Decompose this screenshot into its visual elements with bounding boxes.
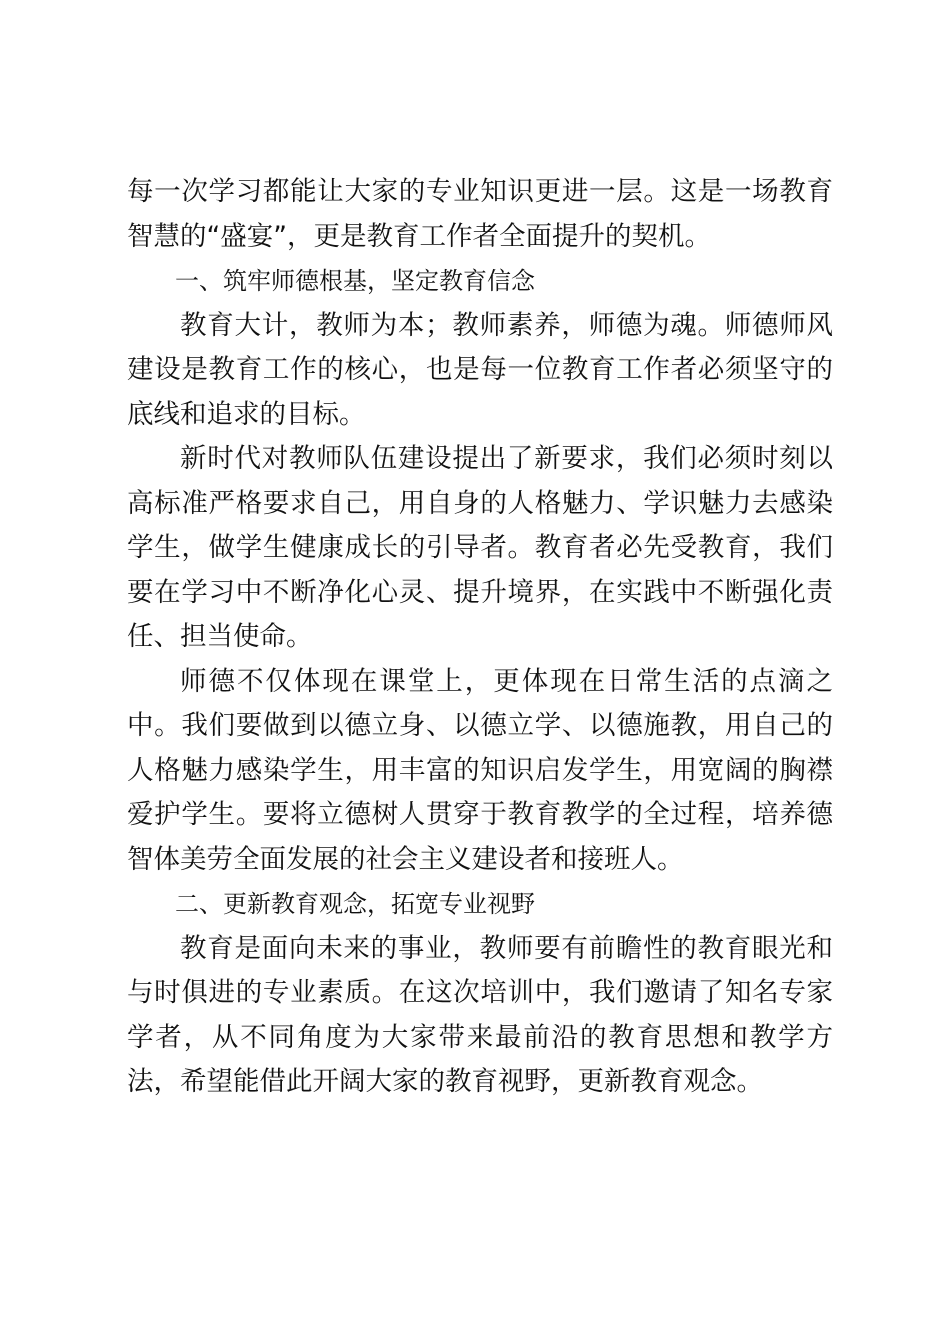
section-heading-2: 二、更新教育观念，拓宽专业视野 (175, 890, 535, 918)
paragraph: 新时代对教师队伍建设提出了新要求，我们必须时刻以高标准严格要求自己，用自身的人格魅力、学识魅力去感染学生，做学生健康成长的引导者。教育者必先受教育，我们要在学习中不断净化心灵、提升境界，在实践中不断强化责任、担当使命。 (127, 443, 833, 652)
paragraph: 教育大计，教师为本；教师素养，师德为魂。师德师风建设是教育工作的核心，也是每一位教育工作者必须坚守的底线和追求的目标。 (127, 309, 833, 430)
paragraph: 师德不仅体现在课堂上，更体现在日常生活的点滴之中。我们要做到以德立身、以德立学、以德施教，用自己的人格魅力感染学生，用丰富的知识启发学生，用宽阔的胸襟爱护学生。要将立德树人贯穿于教育教学的全过程，培养德智体美劳全面发展的社会主义建设者和接班人。 (127, 665, 833, 875)
section-heading-1: 一、筑牢师德根基，坚定教育信念 (175, 267, 535, 295)
document-body (127, 170, 833, 1105)
paragraph-continuation: 每一次学习都能让大家的专业知识更进一层。这是一场教育智慧的“盛宴”，更是教育工作者全面提升的契机。 (127, 176, 833, 252)
paragraph: 教育是面向未来的事业，教师要有前瞻性的教育眼光和与时俱进的专业素质。在这次培训中，我们邀请了知名专家学者，从不同角度为大家带来最前沿的教育思想和教学方法，希望能借此开阔大家的教育视野，更新教育观念。 (127, 932, 833, 1097)
